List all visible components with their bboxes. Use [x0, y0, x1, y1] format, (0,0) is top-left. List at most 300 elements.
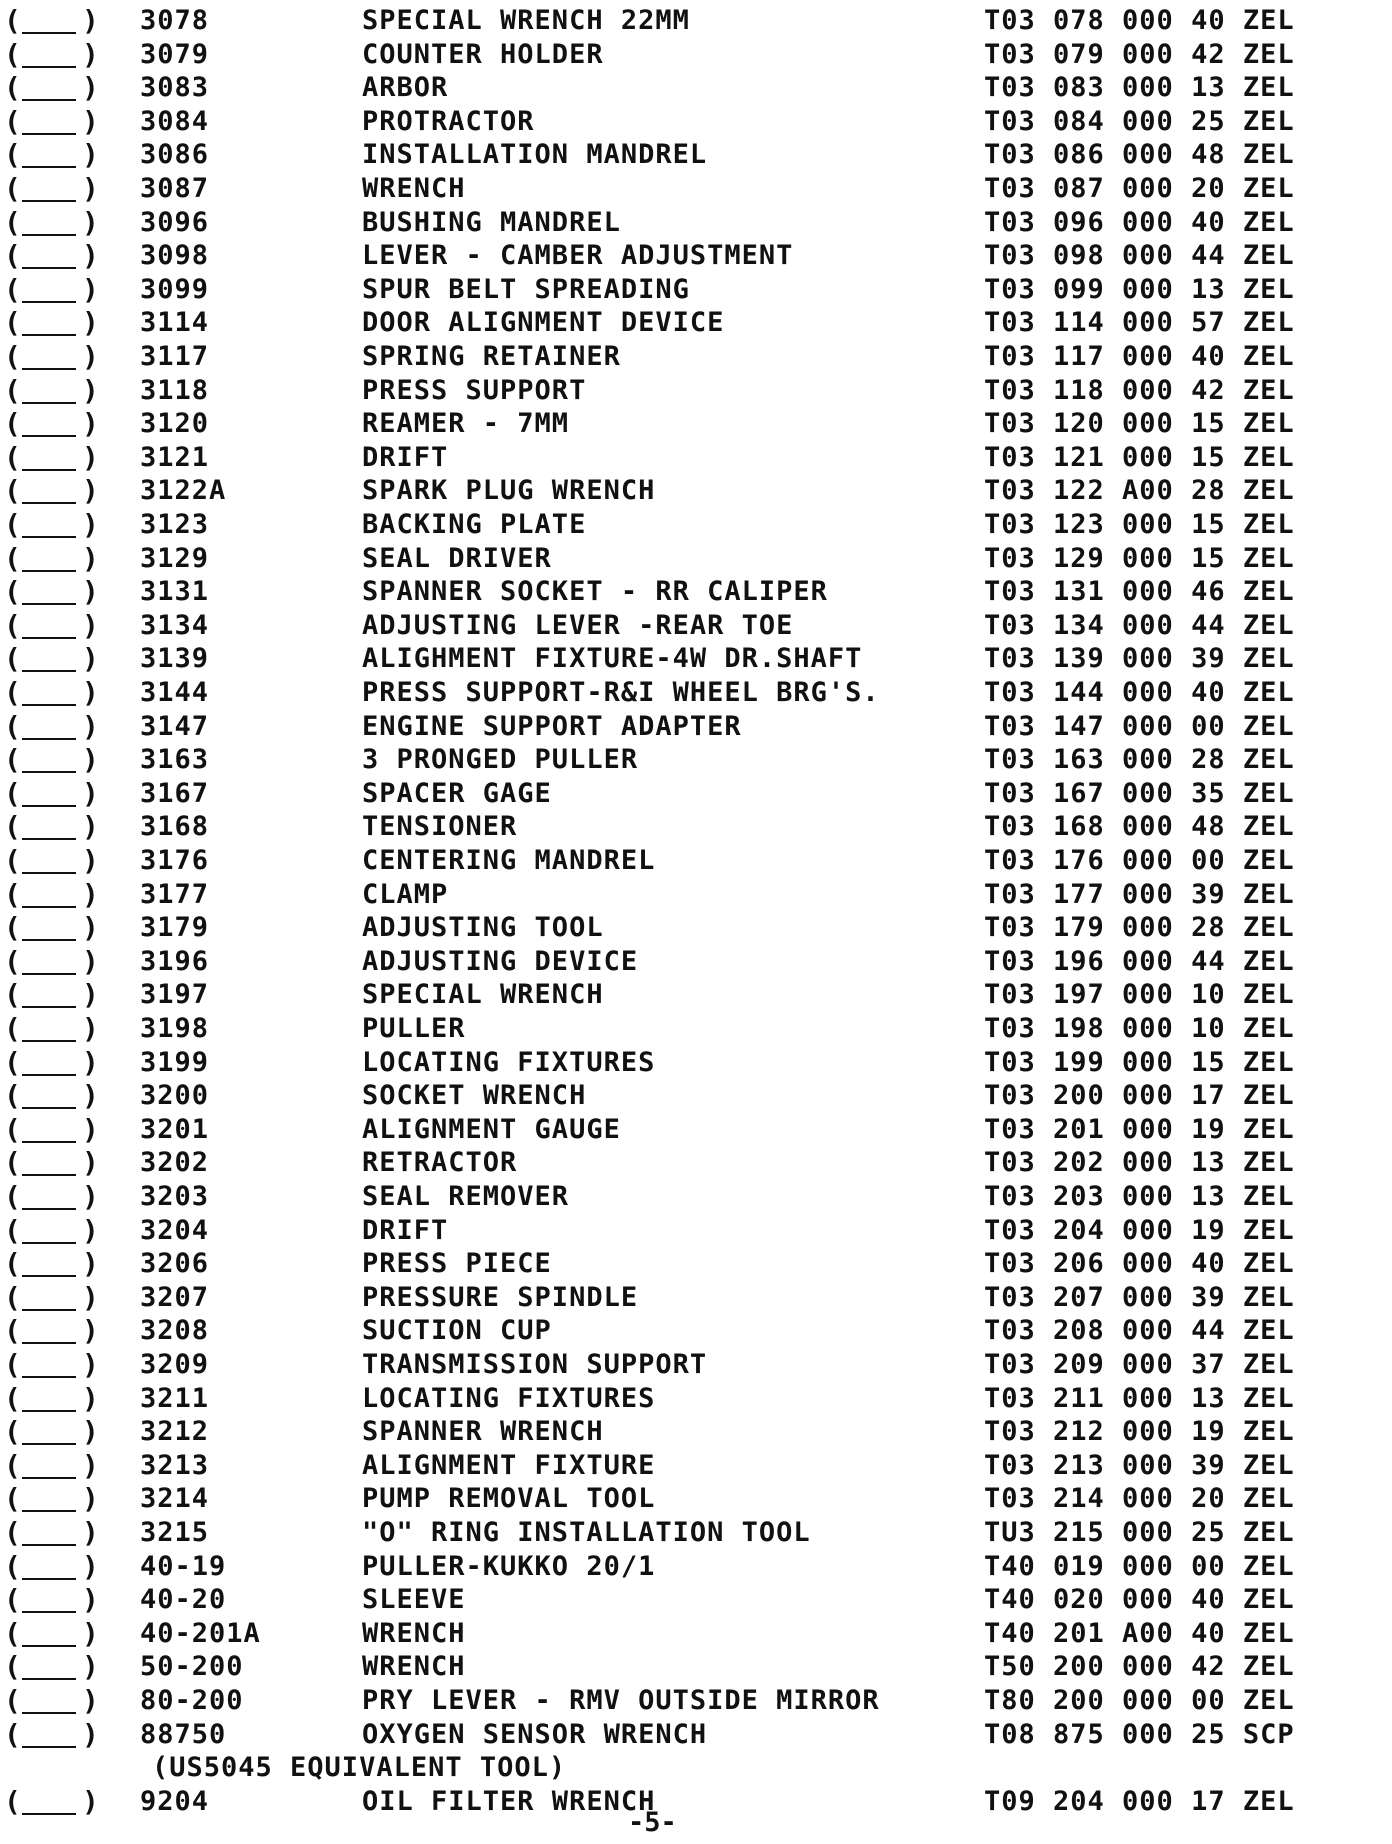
tool-number: 3134: [140, 609, 210, 641]
tool-number: 3208: [140, 1315, 210, 1347]
tool-description: OXYGEN SENSOR WRENCH: [362, 1718, 708, 1750]
tool-row: [0, 138, 1392, 172]
tool-number: 3213: [140, 1449, 210, 1481]
checkbox-blank-line: [22, 670, 76, 672]
tool-row: [0, 1247, 1392, 1281]
tool-number: 3096: [140, 206, 210, 238]
tool-part-number: T03 176 000 00 ZEL: [984, 845, 1295, 876]
tool-description: ADJUSTING LEVER -REAR TOE: [362, 609, 794, 641]
checkbox-blank-line: [22, 704, 76, 706]
tool-part-number: T03 206 000 40 ZEL: [984, 1248, 1295, 1280]
checkbox-blank-line: [22, 368, 76, 370]
tool-part-number: T03 213 000 39 ZEL: [984, 1449, 1295, 1481]
tool-description: OIL FILTER WRENCH: [362, 1785, 656, 1817]
tool-part-number: T03 200 000 17 ZEL: [984, 1080, 1295, 1112]
tool-number: 40-20: [140, 1584, 227, 1616]
checkbox-blank-line: [22, 1342, 76, 1344]
tool-part-number: T03 201 000 19 ZEL: [984, 1113, 1295, 1145]
tool-part-number: T03 078 000 40 ZEL: [984, 5, 1295, 36]
tool-number: 3078: [140, 5, 210, 36]
tool-number: 3197: [140, 979, 210, 1011]
tool-number: 3214: [140, 1483, 210, 1515]
tool-part-number: T03 123 000 15 ZEL: [984, 509, 1295, 540]
tool-number: 3123: [140, 509, 210, 540]
tool-part-number: T40 201 A00 40 ZEL: [984, 1617, 1295, 1649]
tool-description: PULLER-KUKKO 20/1: [362, 1550, 656, 1582]
order-checkbox[interactable]: ( ): [4, 776, 100, 810]
tool-row: [0, 172, 1392, 206]
tool-number: 3083: [140, 72, 210, 104]
checkbox-blank-line: [22, 1645, 76, 1647]
tool-description: RETRACTOR: [362, 1147, 518, 1179]
tool-part-number: T03 121 000 15 ZEL: [984, 441, 1295, 473]
order-checkbox[interactable]: ( ): [4, 205, 100, 239]
order-checkbox[interactable]: ( ): [4, 1616, 100, 1650]
checkbox-blank-line: [22, 334, 76, 336]
tool-part-number: T40 019 000 00 ZEL: [984, 1550, 1295, 1582]
order-checkbox[interactable]: ( ): [4, 1012, 100, 1045]
tool-part-number: T03 208 000 44 ZEL: [984, 1315, 1295, 1347]
checkbox-blank-line: [22, 469, 76, 471]
tool-part-number: T50 200 000 42 ZEL: [984, 1651, 1295, 1683]
order-checkbox[interactable]: ( ): [4, 1784, 100, 1818]
checkbox-blank-line: [22, 1813, 76, 1815]
tool-row-9204: [0, 1785, 1392, 1819]
tool-number: 3122A: [140, 475, 227, 507]
tool-number: 3163: [140, 744, 210, 776]
tool-description: ALIGNMENT GAUGE: [362, 1113, 621, 1145]
order-checkbox[interactable]: ( ): [4, 407, 100, 441]
tool-description: COUNTER HOLDER: [362, 38, 604, 70]
tool-description: SPARK PLUG WRENCH: [362, 475, 656, 507]
checkbox-blank-line: [22, 1074, 76, 1076]
tool-row: [0, 1012, 1392, 1046]
tool-row: [0, 71, 1392, 105]
tool-row: [0, 1583, 1392, 1617]
tool-part-number: T03 086 000 48 ZEL: [984, 139, 1295, 171]
tool-row: [0, 1415, 1392, 1449]
tool-row: [0, 1449, 1392, 1483]
tool-part-number: T03 120 000 15 ZEL: [984, 408, 1295, 440]
tool-part-number: T03 202 000 13 ZEL: [984, 1147, 1295, 1179]
tool-part-number: T03 199 000 15 ZEL: [984, 1046, 1295, 1078]
order-checkbox[interactable]: ( ): [4, 1280, 100, 1314]
checkbox-blank-line: [22, 1107, 76, 1109]
tool-number: 3207: [140, 1281, 210, 1313]
tool-number: 3204: [140, 1214, 210, 1246]
order-checkbox[interactable]: ( ): [4, 71, 100, 105]
tool-row: [0, 206, 1392, 240]
tool-description: SEAL REMOVER: [362, 1181, 570, 1212]
tool-description: TENSIONER: [362, 811, 518, 843]
order-checkbox[interactable]: ( ): [4, 272, 100, 306]
order-checkbox[interactable]: ( ): [4, 1112, 100, 1146]
tool-row: [0, 1684, 1392, 1718]
order-checkbox[interactable]: ( ): [4, 911, 100, 945]
tool-part-number: T03 209 000 37 ZEL: [984, 1349, 1295, 1380]
tool-part-number: TU3 215 000 25 ZEL: [984, 1517, 1295, 1548]
tool-number: 80-200: [140, 1685, 244, 1716]
order-checkbox[interactable]: ( ): [4, 1247, 100, 1281]
checkbox-blank-line: [22, 1208, 76, 1210]
tool-part-number: T40 020 000 40 ZEL: [984, 1584, 1295, 1616]
tool-description: DOOR ALIGNMENT DEVICE: [362, 307, 725, 339]
checkbox-blank-line: [22, 435, 76, 437]
checkbox-blank-line: [22, 234, 76, 236]
tool-row: [0, 38, 1392, 72]
checkbox-blank-line: [22, 805, 76, 807]
tool-description: SPANNER SOCKET - RR CALIPER: [362, 576, 828, 608]
order-checkbox[interactable]: ( ): [4, 1448, 100, 1482]
tool-part-number: T03 114 000 57 ZEL: [984, 307, 1295, 339]
tool-row: [0, 1718, 1392, 1752]
tool-row: [0, 609, 1392, 643]
tool-number: 9204: [140, 1785, 210, 1817]
tool-description: TRANSMISSION SUPPORT: [362, 1349, 708, 1380]
page-number: -5-: [628, 1807, 677, 1838]
order-checkbox[interactable]: ( ): [4, 440, 100, 474]
tool-description: SPRING RETAINER: [362, 341, 621, 372]
tool-description: DRIFT: [362, 441, 449, 473]
tool-description: WRENCH: [362, 173, 466, 204]
tool-row: [0, 105, 1392, 139]
tool-row: [0, 306, 1392, 340]
tool-part-number: T03 211 000 13 ZEL: [984, 1382, 1295, 1414]
order-checkbox[interactable]: ( ): [4, 37, 100, 71]
tool-row: [0, 1281, 1392, 1315]
tool-number: 3079: [140, 38, 210, 70]
order-checkbox[interactable]: ( ): [4, 1684, 100, 1717]
tool-part-number: T03 079 000 42 ZEL: [984, 38, 1295, 70]
tool-description: LOCATING FIXTURES: [362, 1046, 656, 1078]
tool-part-number: T03 196 000 44 ZEL: [984, 945, 1295, 977]
tool-description: SPACER GAGE: [362, 777, 552, 809]
tool-number: 88750: [140, 1718, 227, 1750]
checkbox-blank-line: [22, 133, 76, 135]
tool-part-number: T03 098 000 44 ZEL: [984, 240, 1295, 272]
tool-number: 40-19: [140, 1550, 227, 1582]
order-checkbox[interactable]: ( ): [4, 944, 100, 978]
tool-description: "O" RING INSTALLATION TOOL: [362, 1517, 811, 1548]
tool-number: 3120: [140, 408, 210, 440]
tool-description: WRENCH: [362, 1651, 466, 1683]
tool-number: 3167: [140, 777, 210, 809]
tool-number: 3086: [140, 139, 210, 171]
tool-number: 3202: [140, 1147, 210, 1179]
order-checkbox[interactable]: ( ): [4, 4, 100, 37]
checkbox-blank-line: [22, 872, 76, 874]
tool-part-number: T03 177 000 39 ZEL: [984, 878, 1295, 910]
tool-description: SLEEVE: [362, 1584, 466, 1616]
tool-part-number: T03 087 000 20 ZEL: [984, 173, 1295, 204]
tool-description: ADJUSTING TOOL: [362, 912, 604, 944]
tool-row: [0, 1382, 1392, 1416]
tool-row: [0, 676, 1392, 710]
tool-description: PUMP REMOVAL TOOL: [362, 1483, 656, 1515]
tool-description: LOCATING FIXTURES: [362, 1382, 656, 1414]
tool-description: LEVER - CAMBER ADJUSTMENT: [362, 240, 794, 272]
tool-description: SPECIAL WRENCH: [362, 979, 604, 1011]
checkbox-blank-line: [22, 1006, 76, 1008]
tool-row: [0, 1314, 1392, 1348]
order-checkbox[interactable]: ( ): [4, 743, 100, 777]
order-checkbox[interactable]: ( ): [4, 1549, 100, 1583]
tool-row: [0, 777, 1392, 811]
tool-row: [0, 508, 1392, 542]
checkbox-blank-line: [22, 939, 76, 941]
order-checkbox[interactable]: ( ): [4, 1717, 100, 1751]
tool-row: [0, 1046, 1392, 1080]
tool-description: ALIGHMENT FIXTURE-4W DR.SHAFT: [362, 643, 863, 675]
order-checkbox[interactable]: ( ): [4, 608, 100, 642]
tool-part-number: T03 203 000 13 ZEL: [984, 1181, 1295, 1212]
checkbox-blank-line: [22, 1376, 76, 1378]
tool-row: [0, 374, 1392, 408]
tool-number: 3144: [140, 677, 210, 708]
tool-description: PULLER: [362, 1013, 466, 1044]
tool-number: 3131: [140, 576, 210, 608]
checkbox-blank-line: [22, 1141, 76, 1143]
order-checkbox[interactable]: ( ): [4, 1146, 100, 1180]
tool-number: 3118: [140, 374, 210, 406]
tool-row: [0, 1214, 1392, 1248]
tool-number: 3196: [140, 945, 210, 977]
tool-description: INSTALLATION MANDREL: [362, 139, 708, 171]
tool-part-number: T03 204 000 19 ZEL: [984, 1214, 1295, 1246]
tool-number: 3139: [140, 643, 210, 675]
tool-part-number: T03 083 000 13 ZEL: [984, 72, 1295, 104]
order-checkbox[interactable]: ( ): [4, 1314, 100, 1348]
order-checkbox[interactable]: ( ): [4, 810, 100, 844]
tool-number: 3211: [140, 1382, 210, 1414]
checkbox-blank-line: [22, 738, 76, 740]
checkbox-blank-line: [22, 166, 76, 168]
tool-row: [0, 1650, 1392, 1684]
order-checkbox[interactable]: ( ): [4, 676, 100, 709]
tool-description: PRESS SUPPORT-R&I WHEEL BRG'S.: [362, 677, 880, 708]
tool-number: 3201: [140, 1113, 210, 1145]
order-checkbox[interactable]: ( ): [4, 373, 100, 407]
tool-part-number: T03 212 000 19 ZEL: [984, 1416, 1295, 1448]
checkbox-blank-line: [22, 906, 76, 908]
order-checkbox[interactable]: ( ): [4, 104, 100, 138]
checkbox-blank-line: [22, 267, 76, 269]
order-checkbox[interactable]: ( ): [4, 474, 100, 508]
order-checkbox[interactable]: ( ): [4, 575, 100, 609]
order-checkbox[interactable]: ( ): [4, 642, 100, 676]
checkbox-blank-line: [22, 838, 76, 840]
order-checkbox[interactable]: ( ): [4, 1079, 100, 1113]
tool-row: [0, 911, 1392, 945]
tool-number: 3168: [140, 811, 210, 843]
order-checkbox[interactable]: ( ): [4, 138, 100, 172]
tool-number: 3209: [140, 1349, 210, 1380]
tool-row: [0, 474, 1392, 508]
order-checkbox[interactable]: ( ): [4, 1583, 100, 1617]
tool-part-number: T08 875 000 25 SCP: [984, 1718, 1295, 1750]
tool-description: BUSHING MANDREL: [362, 206, 621, 238]
tool-row: [0, 1516, 1392, 1550]
checkbox-blank-line: [22, 1678, 76, 1680]
tool-description: SPECIAL WRENCH 22MM: [362, 5, 690, 36]
checkbox-blank-line: [22, 1410, 76, 1412]
checkbox-blank-line: [22, 1174, 76, 1176]
tool-part-number: T03 167 000 35 ZEL: [984, 777, 1295, 809]
checkbox-blank-line: [22, 1746, 76, 1748]
tool-number: 3179: [140, 912, 210, 944]
order-checkbox[interactable]: ( ): [4, 1415, 100, 1449]
tool-description: ARBOR: [362, 72, 449, 104]
tool-part-number: T03 147 000 00 ZEL: [984, 710, 1295, 742]
checkbox-blank-line: [22, 402, 76, 404]
tool-number: 3200: [140, 1080, 210, 1112]
tool-row: [0, 575, 1392, 609]
checkbox-blank-line: [22, 973, 76, 975]
order-checkbox[interactable]: ( ): [4, 340, 100, 373]
tool-description: PRY LEVER - RMV OUTSIDE MIRROR: [362, 1685, 880, 1716]
tool-part-number: T03 129 000 15 ZEL: [984, 542, 1295, 574]
tool-description: REAMER - 7MM: [362, 408, 570, 440]
tool-row: [0, 945, 1392, 979]
tool-description: SUCTION CUP: [362, 1315, 552, 1347]
tool-description: PRESS SUPPORT: [362, 374, 587, 406]
tool-description: DRIFT: [362, 1214, 449, 1246]
checkbox-blank-line: [22, 1510, 76, 1512]
tool-row: [0, 1550, 1392, 1584]
tool-row: [0, 1113, 1392, 1147]
tool-part-number: T03 197 000 10 ZEL: [984, 979, 1295, 1011]
tool-part-number: T03 099 000 13 ZEL: [984, 273, 1295, 305]
checkbox-blank-line: [22, 1443, 76, 1445]
tool-number: 3098: [140, 240, 210, 272]
checkbox-blank-line: [22, 1040, 76, 1042]
tool-row: [0, 878, 1392, 912]
checkbox-blank-line: [22, 200, 76, 202]
tool-description: PRESSURE SPINDLE: [362, 1281, 639, 1313]
order-checkbox[interactable]: ( ): [4, 978, 100, 1012]
tool-description: SPANNER WRENCH: [362, 1416, 604, 1448]
tool-number: 3129: [140, 542, 210, 574]
order-checkbox[interactable]: ( ): [4, 877, 100, 911]
checkbox-blank-line: [22, 66, 76, 68]
tool-row: [0, 1617, 1392, 1651]
order-checkbox[interactable]: ( ): [4, 844, 100, 877]
checkbox-blank-line: [22, 1611, 76, 1613]
tool-number: 3212: [140, 1416, 210, 1448]
tool-row: [0, 1146, 1392, 1180]
tool-description: ALIGNMENT FIXTURE: [362, 1449, 656, 1481]
tool-number: 3087: [140, 173, 210, 204]
checkbox-blank-line: [22, 1242, 76, 1244]
order-checkbox[interactable]: ( ): [4, 1045, 100, 1079]
tool-number: 3121: [140, 441, 210, 473]
checkbox-blank-line: [22, 570, 76, 572]
order-checkbox[interactable]: ( ): [4, 1482, 100, 1516]
tool-number: 3084: [140, 105, 210, 137]
checkbox-blank-line: [22, 301, 76, 303]
checkbox-blank-line: [22, 603, 76, 605]
tool-part-number: T03 139 000 39 ZEL: [984, 643, 1295, 675]
tool-number: 3177: [140, 878, 210, 910]
tool-part-number: T03 117 000 40 ZEL: [984, 341, 1295, 372]
checkbox-blank-line: [22, 1275, 76, 1277]
checkbox-blank-line: [22, 1712, 76, 1714]
tool-part-number: T03 144 000 40 ZEL: [984, 677, 1295, 708]
tool-description: WRENCH: [362, 1617, 466, 1649]
order-checkbox[interactable]: ( ): [4, 306, 100, 340]
tool-row: [0, 642, 1392, 676]
checkbox-blank-line: [22, 1477, 76, 1479]
checkbox-blank-line: [22, 1309, 76, 1311]
checkbox-blank-line: [22, 502, 76, 504]
tool-row: [0, 239, 1392, 273]
tool-description: SEAL DRIVER: [362, 542, 552, 574]
tool-description: PROTRACTOR: [362, 105, 535, 137]
order-checkbox[interactable]: ( ): [4, 1348, 100, 1381]
tool-row: [0, 4, 1392, 38]
tool-number: 50-200: [140, 1651, 244, 1683]
order-checkbox[interactable]: ( ): [4, 1650, 100, 1684]
tool-description: CLAMP: [362, 878, 449, 910]
tool-description: 3 PRONGED PULLER: [362, 744, 639, 776]
order-checkbox[interactable]: ( ): [4, 1516, 100, 1549]
checkbox-blank-line: [22, 637, 76, 639]
checkbox-blank-line: [22, 771, 76, 773]
order-checkbox[interactable]: ( ): [4, 239, 100, 273]
tool-part-number: T03 084 000 25 ZEL: [984, 105, 1295, 137]
tool-number: 3147: [140, 710, 210, 742]
tool-description: CENTERING MANDREL: [362, 845, 656, 876]
tool-description: PRESS PIECE: [362, 1248, 552, 1280]
tool-part-number: T09 204 000 17 ZEL: [984, 1785, 1295, 1817]
tool-row: [0, 273, 1392, 307]
tool-description: SPUR BELT SPREADING: [362, 273, 690, 305]
order-checkbox[interactable]: ( ): [4, 1180, 100, 1213]
order-checkbox[interactable]: ( ): [4, 1213, 100, 1247]
tool-part-number: T03 163 000 28 ZEL: [984, 744, 1295, 776]
tool-number: 3199: [140, 1046, 210, 1078]
tool-description: SOCKET WRENCH: [362, 1080, 587, 1112]
tool-part-number: T03 168 000 48 ZEL: [984, 811, 1295, 843]
order-checkbox[interactable]: ( ): [4, 709, 100, 743]
tool-description: BACKING PLATE: [362, 509, 587, 540]
tool-number: 3176: [140, 845, 210, 876]
tool-number: 3203: [140, 1181, 210, 1212]
tool-part-number: T03 096 000 40 ZEL: [984, 206, 1295, 238]
tool-row: [0, 1348, 1392, 1382]
tool-row: [0, 743, 1392, 777]
order-checkbox[interactable]: ( ): [4, 172, 100, 205]
order-checkbox[interactable]: ( ): [4, 508, 100, 541]
order-checkbox[interactable]: ( ): [4, 541, 100, 575]
checkbox-blank-line: [22, 32, 76, 34]
tool-part-number: T03 134 000 44 ZEL: [984, 609, 1295, 641]
tool-row: [0, 810, 1392, 844]
tool-part-number: T03 214 000 20 ZEL: [984, 1483, 1295, 1515]
tool-description: ADJUSTING DEVICE: [362, 945, 639, 977]
checkbox-blank-line: [22, 1544, 76, 1546]
tool-part-number: T03 122 A00 28 ZEL: [984, 475, 1295, 507]
tool-row: [0, 710, 1392, 744]
tool-part-number: T80 200 000 00 ZEL: [984, 1685, 1295, 1716]
equivalent-tool-note: (US5045 EQUIVALENT TOOL): [152, 1752, 567, 1784]
tool-row: [0, 407, 1392, 441]
order-checkbox[interactable]: ( ): [4, 1381, 100, 1415]
tool-row: [0, 441, 1392, 475]
tool-part-number: T03 198 000 10 ZEL: [984, 1013, 1295, 1044]
tool-row: [0, 1079, 1392, 1113]
tool-part-number: T03 118 000 42 ZEL: [984, 374, 1295, 406]
